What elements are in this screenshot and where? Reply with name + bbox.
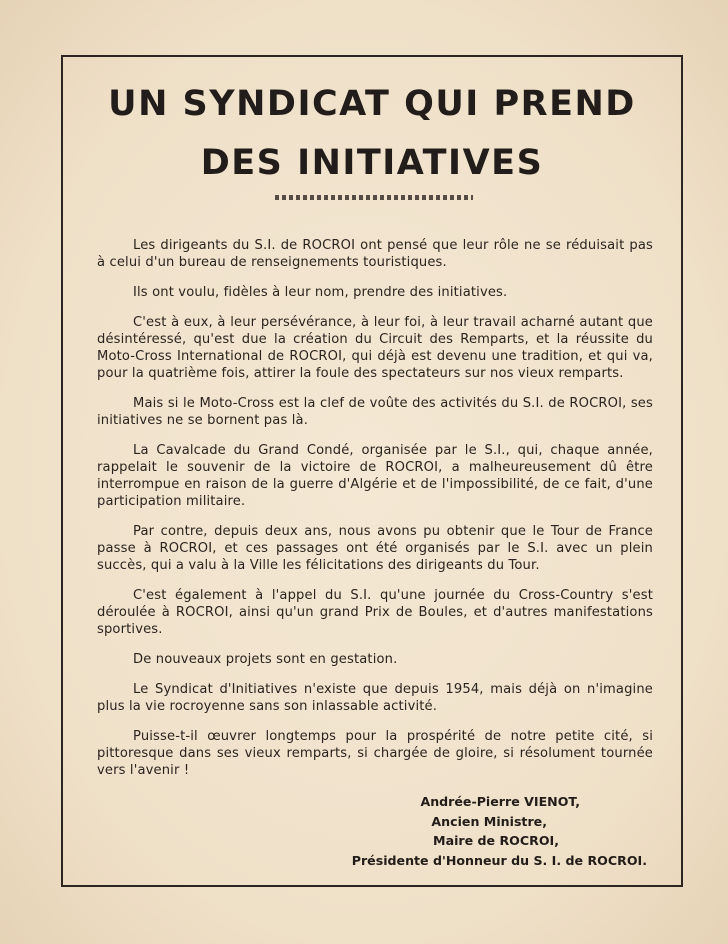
signature-title-2: Maire de ROCROI, (433, 833, 559, 848)
paragraph-2: Ils ont voulu, fidèles à leur nom, prendre des initiatives. (133, 285, 508, 300)
signature-block (352, 792, 647, 870)
paragraph-8: De nouveaux projets sont en gestation. (133, 652, 398, 667)
article-body (97, 237, 653, 792)
paragraph-6: Par contre, depuis deux ans, nous avons pu obtenir que le Tour de France passe à ROCROI, et ces passages ont été organisés par le S.I. avec un plein succès, qui a valu à la Ville les félicitations des dirigeants du Tour. (97, 524, 653, 573)
article-title (63, 75, 681, 193)
paragraph-4: Mais si le Moto-Cross est la clef de voûte des activités du S.I. de ROCROI, ses initiatives ne se bornent pas là. (97, 396, 653, 428)
signature-name: Andrée-Pierre VIENOT, (420, 794, 580, 809)
title-line-2: DES INITIATIVES (200, 143, 544, 183)
decorative-divider (275, 195, 473, 200)
paragraph-3: C'est à eux, à leur persévérance, à leur foi, à leur travail acharné autant que désintéressé, qu'est due la création du Circuit des Remparts, et la réussite du Moto-Cross International de ROCROI, qui déjà est devenu une tradition, et qui va, pour la quatrième fois, attirer la foule des spectateurs sur nos vieux remparts. (97, 315, 653, 381)
paragraph-7: C'est également à l'appel du S.I. qu'une journée du Cross-Country s'est déroulée à ROCROI, ainsi qu'un grand Prix de Boules, et d'autres manifestations sportives. (97, 588, 653, 637)
article-frame (61, 55, 683, 887)
paragraph-10: Puisse-t-il œuvrer longtemps pour la prospérité de notre petite cité, si pittoresque dans ses vieux remparts, si chargée de gloire, si résolument tournée vers l'avenir ! (97, 729, 653, 778)
title-line-1: UN SYNDICAT QUI PREND (108, 84, 636, 124)
paragraph-9: Le Syndicat d'Initiatives n'existe que depuis 1954, mais déjà on n'imagine plus la vie rocroyenne sans son inlassable activité. (97, 682, 653, 714)
paragraph-5: La Cavalcade du Grand Condé, organisée par le S.I., qui, chaque année, rappelait le souvenir de la victoire de ROCROI, a malheureusement dû être interrompue en raison de la guerre d'Algérie et de l'impossibilité, de ce fait, d'une participation militaire. (97, 443, 653, 509)
signature-title-1: Ancien Ministre, (431, 813, 547, 829)
paragraph-1: Les dirigeants du S.I. de ROCROI ont pensé que leur rôle ne se réduisait pas à celui d'un bureau de renseignements touristiques. (97, 238, 653, 270)
signature-title-3: Présidente d'Honneur du S. I. de ROCROI. (351, 852, 647, 868)
